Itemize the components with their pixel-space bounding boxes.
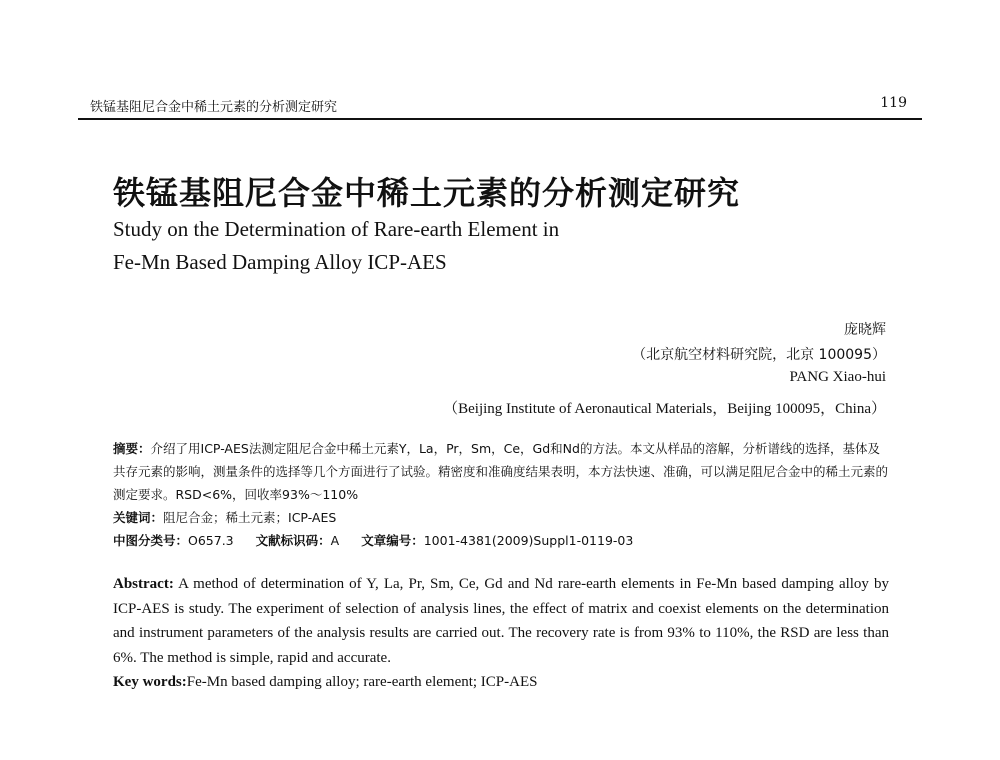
header-rule	[78, 118, 922, 120]
document-code-value: A	[330, 533, 340, 548]
article-number-label: 文章编号：	[361, 533, 424, 548]
keywords-english-text: Fe-Mn based damping alloy; rare-earth element; ICP-AES	[186, 674, 538, 691]
abstract-chinese-text: 介绍了用ICP-AES法测定阻尼合金中稀土元素Y，La，Pr，Sm，Ce，Gd和Nd的方法。本文从样品的溶解，分析谱线的选择，基体及共存元素的影响，测量条件的选择等几个方面进行了试验。精密度和准确度结果表明，本方法快速、准确，可以满足阻尼合金中的稀土元素的测定要求。RSD<6%，回收率93%～110%	[113, 441, 889, 502]
title-chinese: 铁锰基阻尼合金中稀土元素的分析测定研究	[113, 174, 741, 212]
keywords-chinese-text: 阻尼合金；稀土元素；ICP-AES	[163, 510, 337, 525]
title-english	[113, 213, 753, 279]
abstract-chinese	[113, 437, 889, 506]
page-number: 119	[880, 95, 907, 111]
clc-label: 中图分类号：	[113, 533, 189, 548]
author-affiliation-english: （Beijing Institute of Aeronautical Materials，Beijing 100095，China）	[443, 401, 886, 417]
abstract-english-label: Abstract:	[113, 576, 174, 592]
running-title: 铁锰基阻尼合金中稀土元素的分析测定研究	[90, 100, 338, 115]
keywords-english	[113, 670, 889, 695]
chinese-abstract-block	[113, 437, 889, 552]
article-number-value: 1001-4381(2009)Suppl1-0119-03	[423, 533, 634, 548]
clc-value: O657.3	[188, 533, 234, 548]
document-code-label: 文献标识码：	[255, 533, 331, 548]
keywords-chinese-label: 关键词：	[113, 510, 164, 525]
keywords-chinese	[113, 506, 889, 529]
title-english-line-1: Study on the Determination of Rare-earth Element in	[113, 217, 560, 241]
title-english-line-2: Fe-Mn Based Damping Alloy ICP-AES	[113, 250, 447, 274]
english-abstract-block	[113, 572, 889, 695]
classification-row	[113, 529, 889, 552]
author-name-english: PANG Xiao-hui	[789, 369, 886, 385]
author-name-chinese: 庞晓辉	[844, 322, 886, 338]
abstract-chinese-label: 摘要：	[113, 441, 151, 456]
author-affiliation-chinese: （北京航空材料研究院，北京 100095）	[632, 347, 886, 363]
abstract-english	[113, 572, 889, 670]
abstract-english-text: A method of determination of Y, La, Pr, Sm, Ce, Gd and Nd rare-earth elements in Fe-Mn based damping alloy by ICP-AES is study. The experiment of selection of analysis lines, the effect of matrix and coexist elements on the determination and instrument parameters of the analysis results are carried out. The recovery rate is from 93% to 110%, the RSD are less than 6%. The method is simple, rapid and accurate.	[113, 576, 889, 666]
keywords-english-label: Key words:	[113, 674, 187, 691]
